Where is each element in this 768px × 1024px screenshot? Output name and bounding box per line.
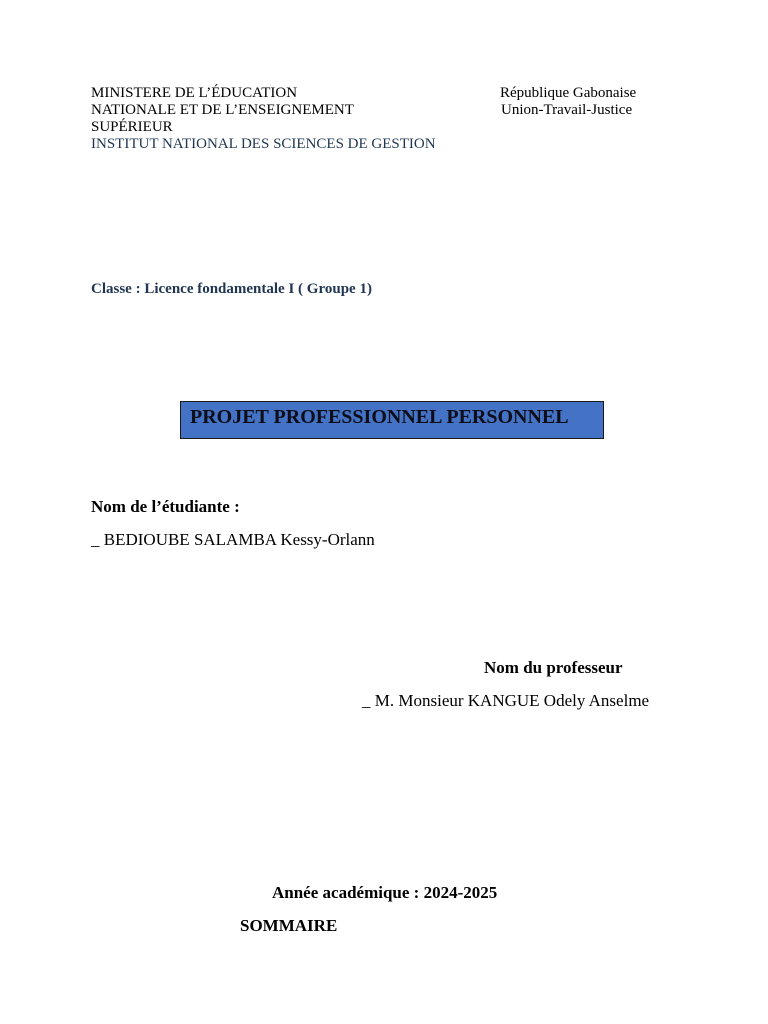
ministry-line-3: SUPÉRIEUR: [91, 119, 173, 135]
title-box: [180, 401, 604, 439]
republic-motto: Union-Travail-Justice: [501, 102, 633, 118]
ministry-line-1: MINISTERE DE L’ÉDUCATION: [91, 85, 298, 101]
student-name: _ BEDIOUBE SALAMBA Kessy-Orlann: [91, 530, 375, 549]
professor-name: _ M. Monsieur KANGUE Odely Anselme: [362, 691, 650, 710]
document-title: PROJET PROFESSIONNEL PERSONNEL: [190, 406, 569, 428]
professor-label: Nom du professeur: [484, 658, 623, 677]
class-label: Classe : Licence fondamentale I ( Groupe 1): [91, 281, 372, 297]
institute-name: INSTITUT NATIONAL DES SCIENCES DE GESTION: [91, 136, 436, 152]
republic-name: République Gabonaise: [500, 85, 637, 101]
summary-heading: SOMMAIRE: [240, 916, 338, 935]
academic-year: Année académique : 2024-2025: [272, 883, 498, 902]
student-label: Nom de l’étudiante :: [91, 497, 240, 516]
ministry-line-2: NATIONALE ET DE L’ENSEIGNEMENT: [91, 102, 354, 118]
ministry-header: [91, 85, 436, 153]
republic-header: [500, 85, 636, 119]
